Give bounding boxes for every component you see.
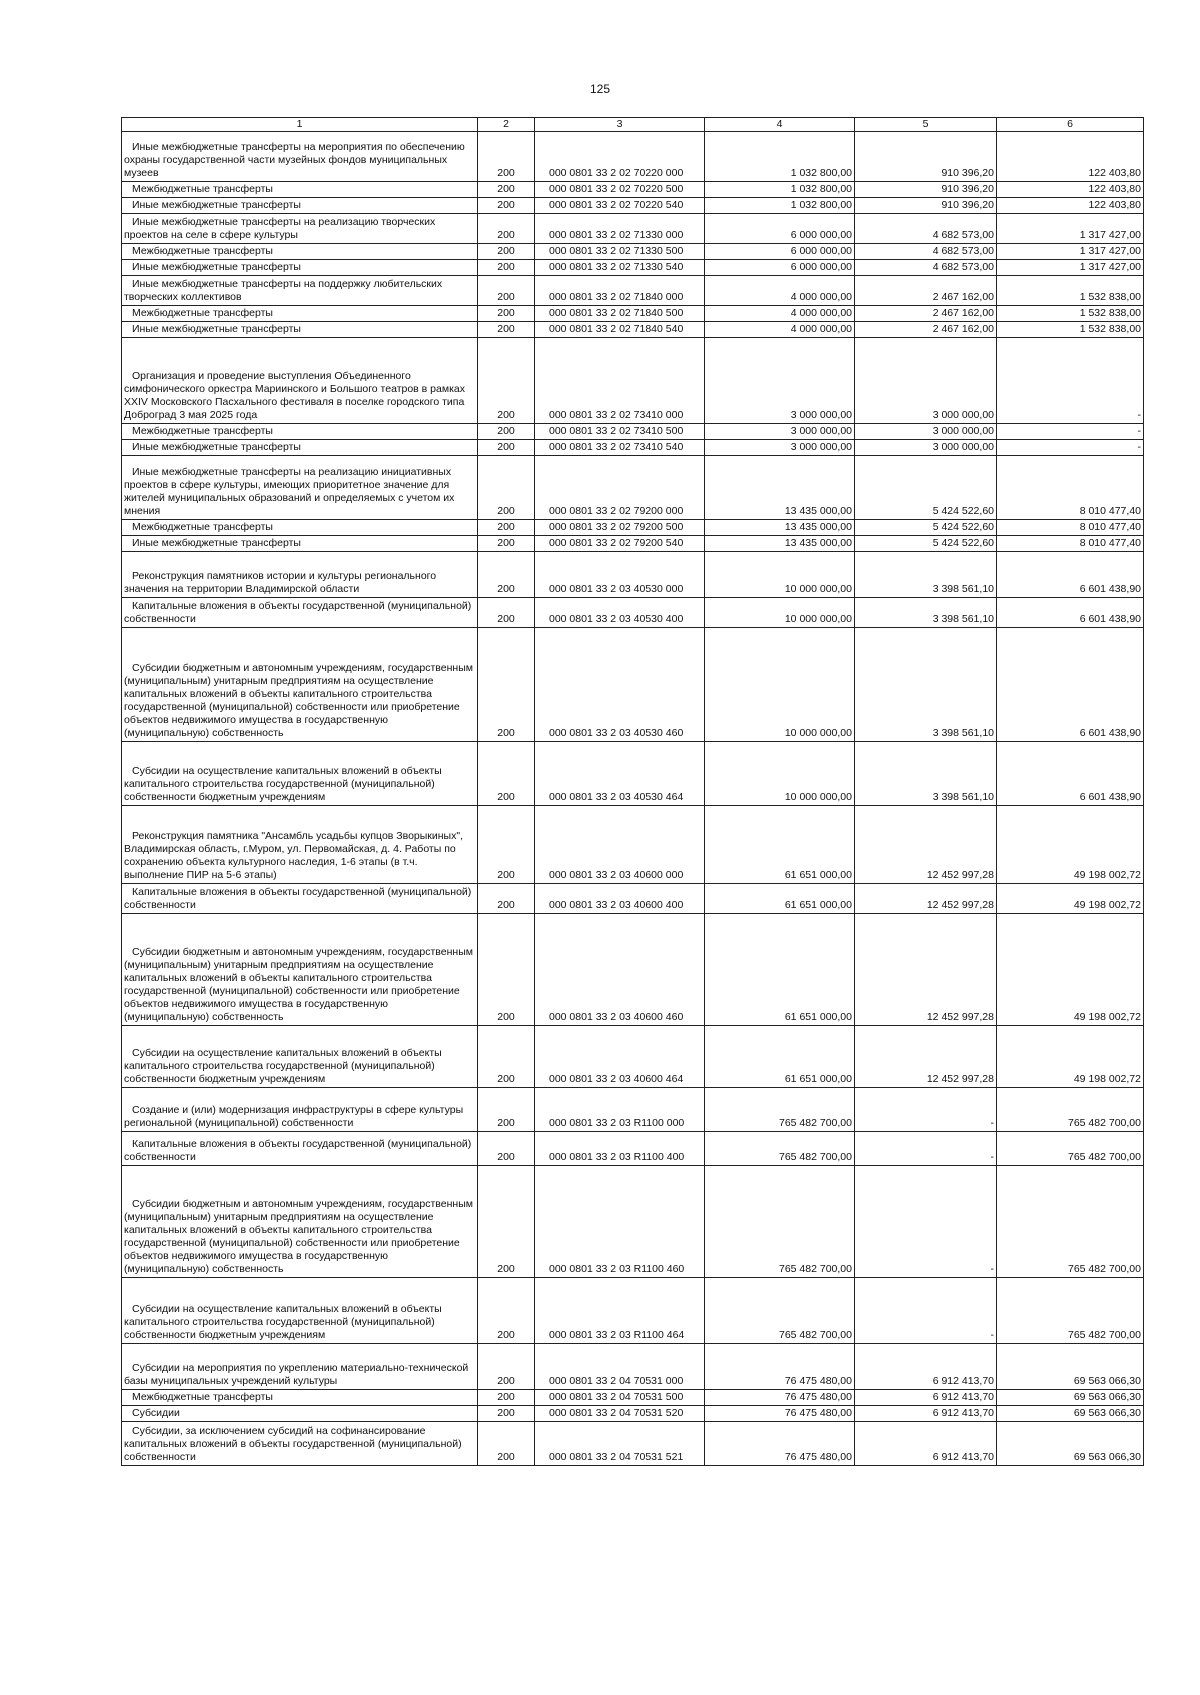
row-code-cell: 200: [478, 914, 535, 1026]
row-remaining-amount-cell: 69 563 066,30: [997, 1390, 1144, 1406]
row-executed-amount-cell: 910 396,20: [855, 198, 997, 214]
row-name-cell: Межбюджетные трансферты: [122, 1390, 478, 1406]
row-classification-code-cell: 000 0801 33 2 02 70220 000: [535, 132, 705, 182]
row-code-cell: 200: [478, 552, 535, 598]
row-name-cell: Создание и (или) модернизация инфраструктуры в сфере культуры региональной (муниципальной) собственности: [122, 1088, 478, 1132]
row-executed-amount-cell: 4 682 573,00: [855, 260, 997, 276]
table-row: [122, 1422, 1144, 1466]
row-code-cell: 200: [478, 260, 535, 276]
row-code-cell: 200: [478, 742, 535, 806]
row-executed-amount-cell: 910 396,20: [855, 132, 997, 182]
row-remaining-amount-cell: 49 198 002,72: [997, 914, 1144, 1026]
row-name-cell: Межбюджетные трансферты: [122, 244, 478, 260]
table-row: [122, 1026, 1144, 1088]
row-name-cell: Субсидии на осуществление капитальных вложений в объекты капитального строительства государственной (муниципальной) собственности бюджетным учреждениям: [122, 1278, 478, 1344]
table-row: [122, 456, 1144, 520]
table-row: [122, 1390, 1144, 1406]
row-classification-code-cell: 000 0801 33 2 02 71330 500: [535, 244, 705, 260]
row-remaining-amount-cell: 122 403,80: [997, 132, 1144, 182]
row-remaining-amount-cell: 69 563 066,30: [997, 1422, 1144, 1466]
row-classification-code-cell: 000 0801 33 2 04 70531 000: [535, 1344, 705, 1390]
row-code-cell: 200: [478, 1132, 535, 1166]
row-remaining-amount-cell: 122 403,80: [997, 182, 1144, 198]
row-name-cell: Межбюджетные трансферты: [122, 520, 478, 536]
table-row: [122, 536, 1144, 552]
row-executed-amount-cell: 3 398 561,10: [855, 598, 997, 628]
row-name-cell: Субсидии на осуществление капитальных вложений в объекты капитального строительства государственной (муниципальной) собственности бюджетным учреждениям: [122, 1026, 478, 1088]
row-executed-amount-cell: 2 467 162,00: [855, 306, 997, 322]
table-row: [122, 1278, 1144, 1344]
table-row: [122, 424, 1144, 440]
row-remaining-amount-cell: 1 317 427,00: [997, 244, 1144, 260]
row-remaining-amount-cell: 122 403,80: [997, 198, 1144, 214]
row-approved-amount-cell: 61 651 000,00: [705, 806, 855, 884]
row-classification-code-cell: 000 0801 33 2 02 79200 500: [535, 520, 705, 536]
table-row: [122, 338, 1144, 424]
row-approved-amount-cell: 1 032 800,00: [705, 182, 855, 198]
row-executed-amount-cell: 5 424 522,60: [855, 520, 997, 536]
row-classification-code-cell: 000 0801 33 2 04 70531 520: [535, 1406, 705, 1422]
table-row: [122, 628, 1144, 742]
row-name-cell: Иные межбюджетные трансферты: [122, 322, 478, 338]
row-code-cell: 200: [478, 244, 535, 260]
row-code-cell: 200: [478, 1166, 535, 1278]
row-code-cell: 200: [478, 132, 535, 182]
row-code-cell: 200: [478, 214, 535, 244]
row-code-cell: 200: [478, 884, 535, 914]
row-code-cell: 200: [478, 536, 535, 552]
row-classification-code-cell: 000 0801 33 2 03 R1100 460: [535, 1166, 705, 1278]
row-code-cell: 200: [478, 182, 535, 198]
row-executed-amount-cell: 910 396,20: [855, 182, 997, 198]
row-code-cell: 200: [478, 806, 535, 884]
row-name-cell: Иные межбюджетные трансферты: [122, 536, 478, 552]
row-code-cell: 200: [478, 1422, 535, 1466]
row-classification-code-cell: 000 0801 33 2 02 71330 000: [535, 214, 705, 244]
row-code-cell: 200: [478, 456, 535, 520]
row-approved-amount-cell: 6 000 000,00: [705, 260, 855, 276]
row-classification-code-cell: 000 0801 33 2 03 40600 464: [535, 1026, 705, 1088]
row-classification-code-cell: 000 0801 33 2 03 40530 400: [535, 598, 705, 628]
row-approved-amount-cell: 76 475 480,00: [705, 1390, 855, 1406]
row-code-cell: 200: [478, 1390, 535, 1406]
row-classification-code-cell: 000 0801 33 2 04 70531 521: [535, 1422, 705, 1466]
row-remaining-amount-cell: 1 532 838,00: [997, 306, 1144, 322]
row-name-cell: Иные межбюджетные трансферты на мероприятия по обеспечению охраны государственной части музейных фондов муниципальных музеев: [122, 132, 478, 182]
row-remaining-amount-cell: 765 482 700,00: [997, 1088, 1144, 1132]
column-header: 5: [855, 118, 997, 132]
row-name-cell: Субсидии бюджетным и автономным учреждениям, государственным (муниципальным) унитарным предприятиям на осуществление капитальных вложений в объекты капитального строительства государственной (муниципальной) собственности или приобретение объектов недвижимого имущества в государственную (муниципальную) собственность: [122, 1166, 478, 1278]
page-number: 125: [589, 82, 611, 96]
row-remaining-amount-cell: 69 563 066,30: [997, 1344, 1144, 1390]
row-code-cell: 200: [478, 1344, 535, 1390]
row-approved-amount-cell: 10 000 000,00: [705, 628, 855, 742]
row-remaining-amount-cell: 6 601 438,90: [997, 552, 1144, 598]
row-approved-amount-cell: 765 482 700,00: [705, 1278, 855, 1344]
row-approved-amount-cell: 765 482 700,00: [705, 1132, 855, 1166]
row-name-cell: Иные межбюджетные трансферты на реализацию инициативных проектов в сфере культуры, имеющих приоритетное значение для жителей муниципальных образований и определяемых с учетом их мнения: [122, 456, 478, 520]
budget-execution-table: [121, 117, 1144, 1466]
row-code-cell: 200: [478, 322, 535, 338]
row-approved-amount-cell: 3 000 000,00: [705, 338, 855, 424]
row-remaining-amount-cell: 8 010 477,40: [997, 456, 1144, 520]
row-classification-code-cell: 000 0801 33 2 03 R1100 400: [535, 1132, 705, 1166]
row-classification-code-cell: 000 0801 33 2 03 40530 464: [535, 742, 705, 806]
table-row: [122, 1088, 1144, 1132]
table-row: [122, 1132, 1144, 1166]
row-code-cell: 200: [478, 276, 535, 306]
table-row: [122, 520, 1144, 536]
row-executed-amount-cell: 3 398 561,10: [855, 742, 997, 806]
row-executed-amount-cell: 3 000 000,00: [855, 424, 997, 440]
row-remaining-amount-cell: 1 532 838,00: [997, 322, 1144, 338]
row-remaining-amount-cell: 6 601 438,90: [997, 628, 1144, 742]
row-approved-amount-cell: 1 032 800,00: [705, 132, 855, 182]
row-classification-code-cell: 000 0801 33 2 02 71840 540: [535, 322, 705, 338]
row-classification-code-cell: 000 0801 33 2 02 70220 540: [535, 198, 705, 214]
row-executed-amount-cell: 3 398 561,10: [855, 552, 997, 598]
row-classification-code-cell: 000 0801 33 2 02 73410 000: [535, 338, 705, 424]
row-executed-amount-cell: 6 912 413,70: [855, 1406, 997, 1422]
row-name-cell: Межбюджетные трансферты: [122, 182, 478, 198]
row-executed-amount-cell: 12 452 997,28: [855, 1026, 997, 1088]
row-classification-code-cell: 000 0801 33 2 02 79200 000: [535, 456, 705, 520]
row-name-cell: Реконструкция памятника "Ансамбль усадьбы купцов Зворыкиных", Владимирская область, г.Муром, ул. Первомайская, д. 4. Работы по сохранению объекта культурного наследия, 1-6 этапы (в т.ч. выполнение ПИР на 5-6 этапы): [122, 806, 478, 884]
row-executed-amount-cell: 4 682 573,00: [855, 214, 997, 244]
row-approved-amount-cell: 10 000 000,00: [705, 742, 855, 806]
row-code-cell: 200: [478, 520, 535, 536]
row-approved-amount-cell: 6 000 000,00: [705, 244, 855, 260]
row-approved-amount-cell: 765 482 700,00: [705, 1088, 855, 1132]
row-remaining-amount-cell: 69 563 066,30: [997, 1406, 1144, 1422]
row-name-cell: Субсидии на осуществление капитальных вложений в объекты капитального строительства государственной (муниципальной) собственности бюджетным учреждениям: [122, 742, 478, 806]
row-classification-code-cell: 000 0801 33 2 03 40530 460: [535, 628, 705, 742]
row-name-cell: Субсидии бюджетным и автономным учреждениям, государственным (муниципальным) унитарным предприятиям на осуществление капитальных вложений в объекты капитального строительства государственной (муниципальной) собственности или приобретение объектов недвижимого имущества в государственную (муниципальную) собственность: [122, 628, 478, 742]
row-name-cell: Капитальные вложения в объекты государственной (муниципальной) собственности: [122, 1132, 478, 1166]
row-classification-code-cell: 000 0801 33 2 03 R1100 000: [535, 1088, 705, 1132]
row-executed-amount-cell: 6 912 413,70: [855, 1344, 997, 1390]
row-name-cell: Субсидии, за исключением субсидий на софинансирование капитальных вложений в объекты государственной (муниципальной) собственности: [122, 1422, 478, 1466]
row-name-cell: Субсидии бюджетным и автономным учреждениям, государственным (муниципальным) унитарным предприятиям на осуществление капитальных вложений в объекты капитального строительства государственной (муниципальной) собственности или приобретение объектов недвижимого имущества в государственную (муниципальную) собственность: [122, 914, 478, 1026]
row-code-cell: 200: [478, 440, 535, 456]
row-approved-amount-cell: 4 000 000,00: [705, 276, 855, 306]
row-classification-code-cell: 000 0801 33 2 02 71840 000: [535, 276, 705, 306]
table-row: [122, 214, 1144, 244]
row-code-cell: 200: [478, 598, 535, 628]
row-approved-amount-cell: 10 000 000,00: [705, 598, 855, 628]
table-row: [122, 276, 1144, 306]
table-row: [122, 182, 1144, 198]
row-code-cell: 200: [478, 198, 535, 214]
row-code-cell: 200: [478, 1026, 535, 1088]
table-row: [122, 742, 1144, 806]
row-executed-amount-cell: 4 682 573,00: [855, 244, 997, 260]
table-row: [122, 260, 1144, 276]
table-row: [122, 198, 1144, 214]
row-classification-code-cell: 000 0801 33 2 04 70531 500: [535, 1390, 705, 1406]
row-executed-amount-cell: 6 912 413,70: [855, 1390, 997, 1406]
table-row: [122, 244, 1144, 260]
column-header: 3: [535, 118, 705, 132]
column-header: 2: [478, 118, 535, 132]
row-approved-amount-cell: 76 475 480,00: [705, 1344, 855, 1390]
row-approved-amount-cell: 13 435 000,00: [705, 456, 855, 520]
row-executed-amount-cell: 5 424 522,60: [855, 456, 997, 520]
row-remaining-amount-cell: 49 198 002,72: [997, 884, 1144, 914]
row-classification-code-cell: 000 0801 33 2 03 40530 000: [535, 552, 705, 598]
row-classification-code-cell: 000 0801 33 2 02 73410 500: [535, 424, 705, 440]
column-header: 6: [997, 118, 1144, 132]
row-remaining-amount-cell: -: [997, 424, 1144, 440]
row-name-cell: Иные межбюджетные трансферты: [122, 260, 478, 276]
row-remaining-amount-cell: 49 198 002,72: [997, 1026, 1144, 1088]
row-approved-amount-cell: 3 000 000,00: [705, 440, 855, 456]
row-remaining-amount-cell: -: [997, 440, 1144, 456]
row-classification-code-cell: 000 0801 33 2 03 40600 460: [535, 914, 705, 1026]
row-remaining-amount-cell: 1 532 838,00: [997, 276, 1144, 306]
row-approved-amount-cell: 76 475 480,00: [705, 1422, 855, 1466]
row-name-cell: Организация и проведение выступления Объединенного симфонического оркестра Мариинского и Большого театров в рамках XXIV Московского Пасхального фестиваля в поселке городского типа Доброград 3 мая 2025 года: [122, 338, 478, 424]
row-name-cell: Иные межбюджетные трансферты: [122, 198, 478, 214]
row-code-cell: 200: [478, 424, 535, 440]
row-remaining-amount-cell: 8 010 477,40: [997, 536, 1144, 552]
row-approved-amount-cell: 1 032 800,00: [705, 198, 855, 214]
row-name-cell: Субсидии на мероприятия по укреплению материально-технической базы муниципальных учреждений культуры: [122, 1344, 478, 1390]
table-row: [122, 1406, 1144, 1422]
row-code-cell: 200: [478, 628, 535, 742]
row-classification-code-cell: 000 0801 33 2 03 40600 000: [535, 806, 705, 884]
row-remaining-amount-cell: 1 317 427,00: [997, 260, 1144, 276]
row-code-cell: 200: [478, 338, 535, 424]
row-remaining-amount-cell: 6 601 438,90: [997, 598, 1144, 628]
row-remaining-amount-cell: -: [997, 338, 1144, 424]
row-classification-code-cell: 000 0801 33 2 03 40600 400: [535, 884, 705, 914]
table-row: [122, 1344, 1144, 1390]
row-approved-amount-cell: 76 475 480,00: [705, 1406, 855, 1422]
row-remaining-amount-cell: 765 482 700,00: [997, 1132, 1144, 1166]
row-classification-code-cell: 000 0801 33 2 02 71840 500: [535, 306, 705, 322]
row-classification-code-cell: 000 0801 33 2 02 79200 540: [535, 536, 705, 552]
row-remaining-amount-cell: 765 482 700,00: [997, 1278, 1144, 1344]
table-row: [122, 322, 1144, 338]
row-remaining-amount-cell: 49 198 002,72: [997, 806, 1144, 884]
row-name-cell: Межбюджетные трансферты: [122, 424, 478, 440]
row-approved-amount-cell: 765 482 700,00: [705, 1166, 855, 1278]
table-row: [122, 914, 1144, 1026]
row-approved-amount-cell: 6 000 000,00: [705, 214, 855, 244]
row-remaining-amount-cell: 765 482 700,00: [997, 1166, 1144, 1278]
row-executed-amount-cell: 12 452 997,28: [855, 884, 997, 914]
table-row: [122, 598, 1144, 628]
row-executed-amount-cell: 6 912 413,70: [855, 1422, 997, 1466]
row-executed-amount-cell: -: [855, 1278, 997, 1344]
row-name-cell: Иные межбюджетные трансферты на поддержку любительских творческих коллективов: [122, 276, 478, 306]
row-executed-amount-cell: -: [855, 1166, 997, 1278]
row-approved-amount-cell: 61 651 000,00: [705, 1026, 855, 1088]
row-name-cell: Межбюджетные трансферты: [122, 306, 478, 322]
row-approved-amount-cell: 3 000 000,00: [705, 424, 855, 440]
row-name-cell: Субсидии: [122, 1406, 478, 1422]
row-code-cell: 200: [478, 1406, 535, 1422]
table-row: [122, 306, 1144, 322]
row-name-cell: Капитальные вложения в объекты государственной (муниципальной) собственности: [122, 884, 478, 914]
column-header: 1: [122, 118, 478, 132]
row-classification-code-cell: 000 0801 33 2 02 70220 500: [535, 182, 705, 198]
column-header: 4: [705, 118, 855, 132]
row-name-cell: Иные межбюджетные трансферты: [122, 440, 478, 456]
row-remaining-amount-cell: 6 601 438,90: [997, 742, 1144, 806]
row-executed-amount-cell: 5 424 522,60: [855, 536, 997, 552]
row-remaining-amount-cell: 1 317 427,00: [997, 214, 1144, 244]
table-row: [122, 440, 1144, 456]
row-executed-amount-cell: -: [855, 1088, 997, 1132]
row-executed-amount-cell: 12 452 997,28: [855, 806, 997, 884]
row-executed-amount-cell: 12 452 997,28: [855, 914, 997, 1026]
table-row: [122, 552, 1144, 598]
row-approved-amount-cell: 10 000 000,00: [705, 552, 855, 598]
table-row: [122, 884, 1144, 914]
row-approved-amount-cell: 13 435 000,00: [705, 520, 855, 536]
row-classification-code-cell: 000 0801 33 2 03 R1100 464: [535, 1278, 705, 1344]
row-name-cell: Реконструкция памятников истории и культуры регионального значения на территории Владимирской области: [122, 552, 478, 598]
table-row: [122, 1166, 1144, 1278]
row-approved-amount-cell: 61 651 000,00: [705, 884, 855, 914]
row-executed-amount-cell: 3 000 000,00: [855, 440, 997, 456]
row-remaining-amount-cell: 8 010 477,40: [997, 520, 1144, 536]
row-executed-amount-cell: 2 467 162,00: [855, 276, 997, 306]
table-row: [122, 806, 1144, 884]
row-code-cell: 200: [478, 306, 535, 322]
row-approved-amount-cell: 4 000 000,00: [705, 322, 855, 338]
row-classification-code-cell: 000 0801 33 2 02 71330 540: [535, 260, 705, 276]
row-approved-amount-cell: 4 000 000,00: [705, 306, 855, 322]
column-number-row: [122, 118, 1144, 132]
row-executed-amount-cell: -: [855, 1132, 997, 1166]
row-classification-code-cell: 000 0801 33 2 02 73410 540: [535, 440, 705, 456]
row-code-cell: 200: [478, 1278, 535, 1344]
row-name-cell: Иные межбюджетные трансферты на реализацию творческих проектов на селе в сфере культуры: [122, 214, 478, 244]
row-executed-amount-cell: 2 467 162,00: [855, 322, 997, 338]
table-row: [122, 132, 1144, 182]
row-code-cell: 200: [478, 1088, 535, 1132]
row-approved-amount-cell: 13 435 000,00: [705, 536, 855, 552]
row-executed-amount-cell: 3 000 000,00: [855, 338, 997, 424]
row-name-cell: Капитальные вложения в объекты государственной (муниципальной) собственности: [122, 598, 478, 628]
row-executed-amount-cell: 3 398 561,10: [855, 628, 997, 742]
row-approved-amount-cell: 61 651 000,00: [705, 914, 855, 1026]
